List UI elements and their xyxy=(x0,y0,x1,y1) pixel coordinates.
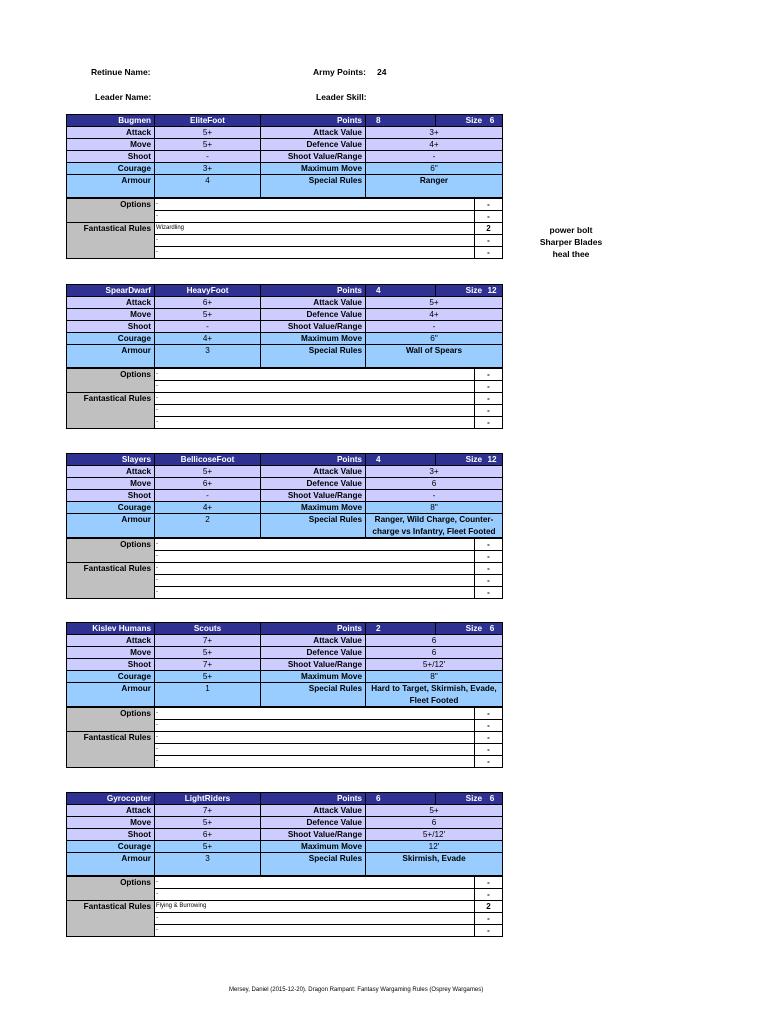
special-rules-value: Hard to Target, Skirmish, Evade, Fleet Footed xyxy=(366,683,503,707)
size-label: Size xyxy=(465,116,482,125)
defence-value-stat: 6 xyxy=(366,478,503,490)
unit-type: Scouts xyxy=(155,623,261,635)
shoot-label: Shoot xyxy=(67,321,155,333)
option-text[interactable]: - xyxy=(155,877,475,889)
points-label: Points xyxy=(261,115,366,127)
option-row xyxy=(67,199,503,211)
size-value: 12 xyxy=(487,455,497,464)
shoot-label: Shoot xyxy=(67,151,155,163)
attack-row xyxy=(67,466,503,478)
option-cost[interactable]: - xyxy=(475,889,503,901)
move-value: 5+ xyxy=(155,139,261,151)
size-cell xyxy=(436,793,503,805)
option-cost[interactable]: - xyxy=(475,199,503,211)
unit-type: LightRiders xyxy=(155,793,261,805)
move-value: 5+ xyxy=(155,309,261,321)
options-label: Options xyxy=(67,199,155,223)
fantastical-cost[interactable]: - xyxy=(475,393,503,405)
shoot-value: - xyxy=(155,490,261,502)
shoot-value-label: Shoot Value/Range xyxy=(261,321,366,333)
max-move-label: Maximum Move xyxy=(261,333,366,345)
unit-card xyxy=(66,453,502,599)
defence-value-stat: 6 xyxy=(366,817,503,829)
armour-label: Armour xyxy=(67,514,155,538)
attack-row xyxy=(67,805,503,817)
unit-options-table xyxy=(66,198,503,259)
options-label: Options xyxy=(67,539,155,563)
fantastical-text[interactable]: - xyxy=(155,925,475,937)
armour-value: 1 xyxy=(155,683,261,707)
armour-row xyxy=(67,853,503,876)
shoot-value-stat: 5+/12' xyxy=(366,659,503,671)
unit-stats-table xyxy=(66,284,503,368)
army-points-label: Army Points: xyxy=(313,67,366,77)
shoot-row xyxy=(67,151,503,163)
size-cell xyxy=(436,115,503,127)
unit-card xyxy=(66,114,502,259)
shoot-value: - xyxy=(155,321,261,333)
points-label: Points xyxy=(261,623,366,635)
fantastical-row xyxy=(67,732,503,744)
move-row xyxy=(67,309,503,321)
unit-type: HeavyFoot xyxy=(155,285,261,297)
courage-label: Courage xyxy=(67,333,155,345)
fantastical-text[interactable]: - xyxy=(155,393,475,405)
shoot-row xyxy=(67,829,503,841)
max-move-stat: 6" xyxy=(366,163,503,175)
shoot-row xyxy=(67,321,503,333)
attack-value: 6+ xyxy=(155,297,261,309)
option-cost[interactable]: - xyxy=(475,708,503,720)
option-row xyxy=(67,369,503,381)
special-rules-value: Wall of Spears xyxy=(366,345,503,368)
fantastical-cost[interactable]: 2 xyxy=(475,901,503,913)
option-cost[interactable]: - xyxy=(475,381,503,393)
size-label: Size xyxy=(465,286,482,295)
option-row xyxy=(67,539,503,551)
unit-type: BellicoseFoot xyxy=(155,454,261,466)
courage-row xyxy=(67,841,503,853)
shoot-value: 6+ xyxy=(155,829,261,841)
leader-name-label: Leader Name: xyxy=(95,92,152,102)
unit-stats-table xyxy=(66,114,503,198)
shoot-value: - xyxy=(155,151,261,163)
points-label: Points xyxy=(261,793,366,805)
size-value: 6 xyxy=(489,116,495,125)
max-move-stat: 8" xyxy=(366,671,503,683)
fantastical-text[interactable]: - xyxy=(155,744,475,756)
attack-value-stat: 3+ xyxy=(366,127,503,139)
move-value: 5+ xyxy=(155,817,261,829)
max-move-label: Maximum Move xyxy=(261,671,366,683)
armour-label: Armour xyxy=(67,175,155,198)
defence-value-label: Defence Value xyxy=(261,139,366,151)
courage-value: 4+ xyxy=(155,333,261,345)
fantastical-rules-label: Fantastical Rules xyxy=(67,732,155,768)
armour-label: Armour xyxy=(67,853,155,876)
size-cell xyxy=(436,285,503,297)
unit-stats-table xyxy=(66,453,503,538)
points-value: 2 xyxy=(366,623,436,635)
options-label: Options xyxy=(67,369,155,393)
side-notes xyxy=(536,224,606,260)
attack-value: 7+ xyxy=(155,635,261,647)
fantastical-cost[interactable]: - xyxy=(475,587,503,599)
shoot-value-label: Shoot Value/Range xyxy=(261,659,366,671)
unit-name: SpearDwarf xyxy=(67,285,155,297)
option-cost[interactable]: - xyxy=(475,211,503,223)
unit-header-row xyxy=(67,115,503,127)
points-value: 4 xyxy=(366,454,436,466)
courage-label: Courage xyxy=(67,163,155,175)
move-row xyxy=(67,817,503,829)
size-label: Size xyxy=(465,624,482,633)
defence-value-stat: 4+ xyxy=(366,309,503,321)
fantastical-cost[interactable]: - xyxy=(475,247,503,259)
attack-value-stat: 5+ xyxy=(366,805,503,817)
max-move-label: Maximum Move xyxy=(261,502,366,514)
shoot-value-stat: - xyxy=(366,490,503,502)
courage-row xyxy=(67,502,503,514)
special-rules-value: Ranger, Wild Charge, Counter-charge vs Infantry, Fleet Footed xyxy=(366,514,503,538)
unit-options-table xyxy=(66,707,503,768)
fantastical-cost[interactable]: - xyxy=(475,235,503,247)
shoot-value-stat: - xyxy=(366,321,503,333)
fantastical-text[interactable]: - xyxy=(155,913,475,925)
shoot-value-label: Shoot Value/Range xyxy=(261,829,366,841)
attack-value-label: Attack Value xyxy=(261,297,366,309)
unit-name: Kislev Humans xyxy=(67,623,155,635)
points-value: 8 xyxy=(366,115,436,127)
unit-stats-table xyxy=(66,792,503,876)
fantastical-cost[interactable]: - xyxy=(475,563,503,575)
shoot-row xyxy=(67,659,503,671)
fantastical-row xyxy=(67,223,503,235)
courage-row xyxy=(67,333,503,345)
special-rules-value: Skirmish, Evade xyxy=(366,853,503,876)
armour-value: 3 xyxy=(155,345,261,368)
courage-row xyxy=(67,671,503,683)
armour-value: 2 xyxy=(155,514,261,538)
unit-name: Slayers xyxy=(67,454,155,466)
attack-value: 5+ xyxy=(155,127,261,139)
attack-label: Attack xyxy=(67,127,155,139)
option-text[interactable]: - xyxy=(155,889,475,901)
move-row xyxy=(67,478,503,490)
attack-value-label: Attack Value xyxy=(261,466,366,478)
max-move-label: Maximum Move xyxy=(261,841,366,853)
move-row xyxy=(67,647,503,659)
max-move-stat: 6" xyxy=(366,333,503,345)
fantastical-text[interactable]: - xyxy=(155,587,475,599)
option-cost[interactable]: - xyxy=(475,539,503,551)
size-value: 12 xyxy=(487,286,497,295)
option-cost[interactable]: - xyxy=(475,551,503,563)
unit-card xyxy=(66,792,502,937)
attack-value: 5+ xyxy=(155,466,261,478)
shoot-label: Shoot xyxy=(67,829,155,841)
size-cell xyxy=(436,623,503,635)
courage-row xyxy=(67,163,503,175)
option-cost[interactable]: - xyxy=(475,369,503,381)
unit-name: Gyrocopter xyxy=(67,793,155,805)
move-row xyxy=(67,139,503,151)
fantastical-text[interactable]: - xyxy=(155,563,475,575)
attack-label: Attack xyxy=(67,466,155,478)
option-text[interactable]: - xyxy=(155,199,475,211)
unit-header-row xyxy=(67,454,503,466)
attack-value-label: Attack Value xyxy=(261,805,366,817)
option-text[interactable]: - xyxy=(155,211,475,223)
fantastical-text[interactable]: Wizardling xyxy=(155,223,475,235)
size-cell xyxy=(436,454,503,466)
armour-row xyxy=(67,514,503,538)
points-value: 4 xyxy=(366,285,436,297)
unit-card xyxy=(66,622,502,768)
move-label: Move xyxy=(67,647,155,659)
unit-options-table xyxy=(66,368,503,429)
fantastical-rules-label: Fantastical Rules xyxy=(67,563,155,599)
special-rules-label: Special Rules xyxy=(261,853,366,876)
max-move-stat: 8" xyxy=(366,502,503,514)
option-cost[interactable]: - xyxy=(475,720,503,732)
side-note: power bolt xyxy=(549,225,593,235)
fantastical-text[interactable]: - xyxy=(155,405,475,417)
fantastical-cost[interactable]: - xyxy=(475,575,503,587)
fantastical-rules-label: Fantastical Rules xyxy=(67,223,155,259)
points-label: Points xyxy=(261,454,366,466)
side-note: Sharper Blades xyxy=(539,237,603,247)
unit-header-row xyxy=(67,285,503,297)
attack-value: 7+ xyxy=(155,805,261,817)
size-value: 6 xyxy=(489,794,495,803)
options-label: Options xyxy=(67,708,155,732)
defence-value-label: Defence Value xyxy=(261,817,366,829)
attack-value-label: Attack Value xyxy=(261,127,366,139)
attack-value-label: Attack Value xyxy=(261,635,366,647)
unit-card xyxy=(66,284,502,429)
fantastical-text[interactable]: - xyxy=(155,417,475,429)
max-move-stat: 12' xyxy=(366,841,503,853)
attack-value-stat: 6 xyxy=(366,635,503,647)
retinue-name-label: Retinue Name: xyxy=(91,67,151,77)
option-text[interactable]: - xyxy=(155,381,475,393)
move-label: Move xyxy=(67,817,155,829)
shoot-value-label: Shoot Value/Range xyxy=(261,490,366,502)
fantastical-row xyxy=(67,393,503,405)
attack-label: Attack xyxy=(67,297,155,309)
fantastical-text[interactable]: - xyxy=(155,732,475,744)
fantastical-text[interactable]: - xyxy=(155,575,475,587)
courage-value: 3+ xyxy=(155,163,261,175)
max-move-label: Maximum Move xyxy=(261,163,366,175)
defence-value-label: Defence Value xyxy=(261,478,366,490)
citation-footer: Mersey, Daniel (2015-12-20). Dragon Rampant: Fantasy Wargaming Rules (Osprey Wargames) xyxy=(229,987,484,993)
attack-value-stat: 5+ xyxy=(366,297,503,309)
options-label: Options xyxy=(67,877,155,901)
courage-value: 4+ xyxy=(155,502,261,514)
shoot-value-stat: - xyxy=(366,151,503,163)
courage-label: Courage xyxy=(67,841,155,853)
size-label: Size xyxy=(465,794,482,803)
armour-row xyxy=(67,683,503,707)
fantastical-row xyxy=(67,563,503,575)
fantastical-cost[interactable]: - xyxy=(475,732,503,744)
option-text[interactable]: - xyxy=(155,551,475,563)
armour-value: 4 xyxy=(155,175,261,198)
fantastical-cost[interactable]: - xyxy=(475,756,503,768)
special-rules-label: Special Rules xyxy=(261,514,366,538)
attack-row xyxy=(67,297,503,309)
option-text[interactable]: - xyxy=(155,720,475,732)
attack-row xyxy=(67,127,503,139)
defence-value-stat: 4+ xyxy=(366,139,503,151)
army-points-value: 24 xyxy=(377,67,387,77)
courage-value: 5+ xyxy=(155,841,261,853)
fantastical-cost[interactable]: 2 xyxy=(475,223,503,235)
fantastical-rules-label: Fantastical Rules xyxy=(67,393,155,429)
special-rules-label: Special Rules xyxy=(261,345,366,368)
shoot-label: Shoot xyxy=(67,490,155,502)
fantastical-cost[interactable]: - xyxy=(475,744,503,756)
leader-skill-label: Leader Skill: xyxy=(316,92,367,102)
special-rules-value: Ranger xyxy=(366,175,503,198)
unit-stats-table xyxy=(66,622,503,707)
defence-value-label: Defence Value xyxy=(261,309,366,321)
option-text[interactable]: - xyxy=(155,708,475,720)
points-label: Points xyxy=(261,285,366,297)
unit-name: Bugmen xyxy=(67,115,155,127)
option-text[interactable]: - xyxy=(155,539,475,551)
courage-value: 5+ xyxy=(155,671,261,683)
move-value: 5+ xyxy=(155,647,261,659)
fantastical-cost[interactable]: - xyxy=(475,913,503,925)
attack-row xyxy=(67,635,503,647)
armour-value: 3 xyxy=(155,853,261,876)
fantastical-text[interactable]: Flying & Burrowing xyxy=(155,901,475,913)
shoot-row xyxy=(67,490,503,502)
move-label: Move xyxy=(67,139,155,151)
unit-options-table xyxy=(66,538,503,599)
unit-header-row xyxy=(67,793,503,805)
unit-header-row xyxy=(67,623,503,635)
armour-row xyxy=(67,345,503,368)
size-label: Size xyxy=(465,455,482,464)
courage-label: Courage xyxy=(67,671,155,683)
option-row xyxy=(67,877,503,889)
armour-label: Armour xyxy=(67,345,155,368)
shoot-value: 7+ xyxy=(155,659,261,671)
fantastical-row xyxy=(67,901,503,913)
move-label: Move xyxy=(67,309,155,321)
option-cost[interactable]: - xyxy=(475,877,503,889)
fantastical-text[interactable]: - xyxy=(155,235,475,247)
defence-value-stat: 6 xyxy=(366,647,503,659)
points-value: 6 xyxy=(366,793,436,805)
move-value: 6+ xyxy=(155,478,261,490)
attack-label: Attack xyxy=(67,635,155,647)
shoot-value-label: Shoot Value/Range xyxy=(261,151,366,163)
defence-value-label: Defence Value xyxy=(261,647,366,659)
unit-type: EliteFoot xyxy=(155,115,261,127)
armour-label: Armour xyxy=(67,683,155,707)
size-value: 6 xyxy=(489,624,495,633)
move-label: Move xyxy=(67,478,155,490)
armour-row xyxy=(67,175,503,198)
option-text[interactable]: - xyxy=(155,369,475,381)
fantastical-cost[interactable]: - xyxy=(475,925,503,937)
special-rules-label: Special Rules xyxy=(261,175,366,198)
fantastical-cost[interactable]: - xyxy=(475,405,503,417)
unit-options-table xyxy=(66,876,503,937)
attack-label: Attack xyxy=(67,805,155,817)
attack-value-stat: 3+ xyxy=(366,466,503,478)
fantastical-text[interactable]: - xyxy=(155,247,475,259)
shoot-value-stat: 5+/12' xyxy=(366,829,503,841)
courage-label: Courage xyxy=(67,502,155,514)
fantastical-cost[interactable]: - xyxy=(475,417,503,429)
shoot-label: Shoot xyxy=(67,659,155,671)
option-row xyxy=(67,708,503,720)
fantastical-rules-label: Fantastical Rules xyxy=(67,901,155,937)
fantastical-text[interactable]: - xyxy=(155,756,475,768)
special-rules-label: Special Rules xyxy=(261,683,366,707)
side-note: heal thee xyxy=(552,249,590,259)
